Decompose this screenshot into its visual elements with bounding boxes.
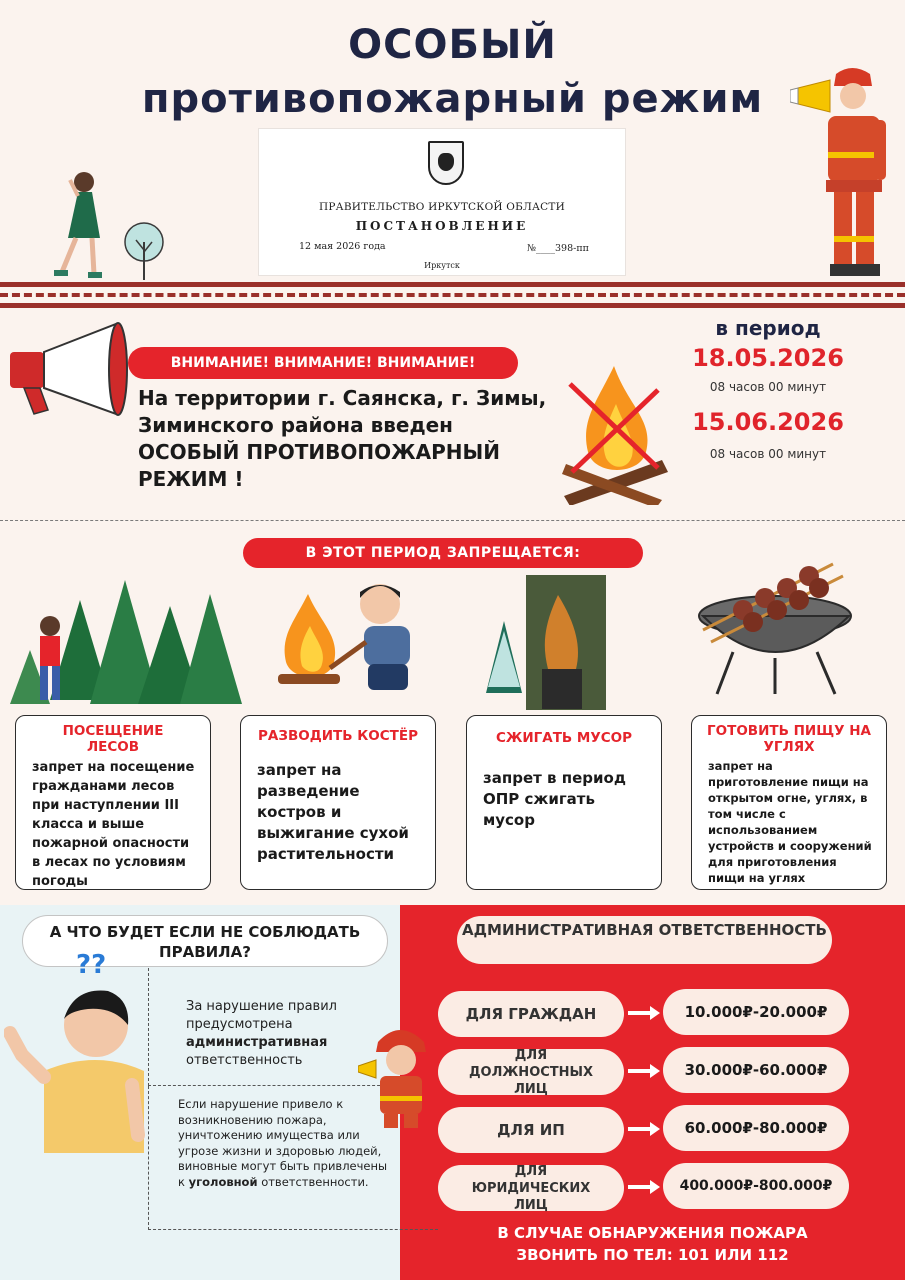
coat-of-arms-icon (428, 141, 464, 185)
decorative-stripe (0, 282, 905, 308)
arrow-right-icon (628, 1004, 660, 1022)
card-title: ГОТОВИТЬ ПИЩУ НА УГЛЯХ (707, 723, 871, 755)
liability-category: ДЛЯ ЮРИДИЧЕСКИХ ЛИЦ (438, 1165, 624, 1211)
card-text: запрет на разведение костров и выжигание сухой растительности (257, 761, 409, 863)
decree-date: 12 мая 2026 года (299, 241, 386, 252)
page-title-line2: противопожарный режим (141, 76, 764, 122)
megaphone-icon (4, 318, 136, 418)
period-label: в период (715, 316, 821, 340)
prohibited-banner: В ЭТОТ ПЕРИОД ЗАПРЕЩАЕТСЯ: (243, 538, 643, 568)
text-bold: административная (186, 1035, 328, 1050)
card-title: СЖИГАТЬ МУСОР (495, 730, 633, 746)
card-text: запрет в период ОПР сжигать мусор (483, 769, 626, 829)
liability-fine: 30.000₽-60.000₽ (663, 1047, 849, 1093)
card-text: запрет на приготовление пищи на открытом огне, углях, в том числе с использованием устройств и сооружений для приготовления пищи на углях (708, 759, 872, 885)
consequences-question: А ЧТО БУДЕТ ЕСЛИ НЕ СОБЛЮДАТЬ ПРАВИЛА? (22, 915, 388, 967)
liability-fine: 400.000₽-800.000₽ (663, 1163, 849, 1209)
text-span: ответственность (186, 1053, 303, 1068)
liability-category: ДЛЯ ГРАЖДАН (438, 991, 624, 1037)
card-title: РАЗВОДИТЬ КОСТЁР (258, 728, 418, 744)
call-line: В СЛУЧАЕ ОБНАРУЖЕНИЯ ПОЖАРА (497, 1224, 808, 1242)
period-end-date: 15.06.2026 (692, 408, 844, 436)
grill-illustration (693, 558, 858, 698)
call-line: ЗВОНИТЬ ПО ТЕЛ: 101 ИЛИ 112 (516, 1246, 789, 1264)
attention-line: ОСОБЫЙ ПРОТИВОПОЖАРНЫЙ (138, 440, 500, 464)
card-text: запрет на посещение гражданами лесов при наступлении III класса и выше пожарной опасности в лесах по условиям погоды (32, 760, 195, 889)
small-tree-illustration (120, 222, 168, 280)
criminal-violation-text (178, 1097, 388, 1190)
period-end-time: 08 часов 00 минут (709, 447, 827, 461)
liability-category: ДЛЯ ДОЛЖНОСТНЫХ ЛИЦ (438, 1049, 624, 1095)
text-bold: уголовной (188, 1174, 258, 1189)
attention-line: РЕЖИМ ! (138, 467, 244, 491)
card-title: ПОСЕЩЕНИЕ ЛЕСОВ (62, 723, 164, 755)
prohibition-card-campfire (240, 715, 436, 890)
arrow-right-icon (628, 1178, 660, 1196)
liability-fine: 60.000₽-80.000₽ (663, 1105, 849, 1151)
kid-firefighter-illustration (358, 1022, 438, 1134)
forest-illustration (10, 570, 255, 710)
attention-line: Зиминского района введен (138, 413, 453, 437)
decree-number: №____398-пп (527, 243, 589, 254)
text-span: За нарушение правил предусмотрена (186, 999, 337, 1032)
period-start-date: 18.05.2026 (692, 344, 844, 372)
decree-government: ПРАВИТЕЛЬСТВО ИРКУТСКОЙ ОБЛАСТИ (319, 201, 565, 213)
page-title-line1: ОСОБЫЙ (348, 22, 557, 68)
liability-fine: 10.000₽-20.000₽ (663, 989, 849, 1035)
text-span: ответственности. (261, 1174, 369, 1189)
firefighter-megaphone-illustration (790, 60, 902, 282)
attention-banner: ВНИМАНИЕ! ВНИМАНИЕ! ВНИМАНИЕ! (128, 347, 518, 379)
emergency-call-text (400, 1222, 905, 1266)
crossed-campfire-icon (558, 360, 673, 505)
person-campfire-illustration (268, 578, 418, 696)
arrow-right-icon (628, 1062, 660, 1080)
burning-trash-illustration (482, 575, 607, 710)
government-decree-image (258, 128, 626, 276)
decree-city: Иркутск (424, 261, 460, 270)
confused-boy-illustration (4, 985, 150, 1160)
liability-category: ДЛЯ ИП (438, 1107, 624, 1153)
attention-line: На территории г. Саянска, г. Зимы, (138, 386, 547, 410)
prohibition-card-grill (691, 715, 887, 890)
period-start-time: 08 часов 00 минут (709, 380, 827, 394)
liability-title: АДМИНИСТРАТИВНАЯ ОТВЕТСТВЕННОСТЬ (457, 916, 832, 964)
question-marks-icon: ?? (76, 950, 107, 980)
section-divider (0, 520, 905, 521)
attention-message (138, 385, 558, 493)
prohibition-card-trash (466, 715, 662, 890)
text-span: Если нарушение привело к возникновению пожара, уничтожению имущества или угрозе жизни и здоровью людей, виновные могут быть привлечены к (178, 1097, 388, 1189)
prohibition-card-forests (15, 715, 211, 890)
running-girl-illustration (48, 168, 118, 283)
arrow-right-icon (628, 1120, 660, 1138)
decree-type: ПОСТАНОВЛЕНИЕ (355, 219, 529, 233)
